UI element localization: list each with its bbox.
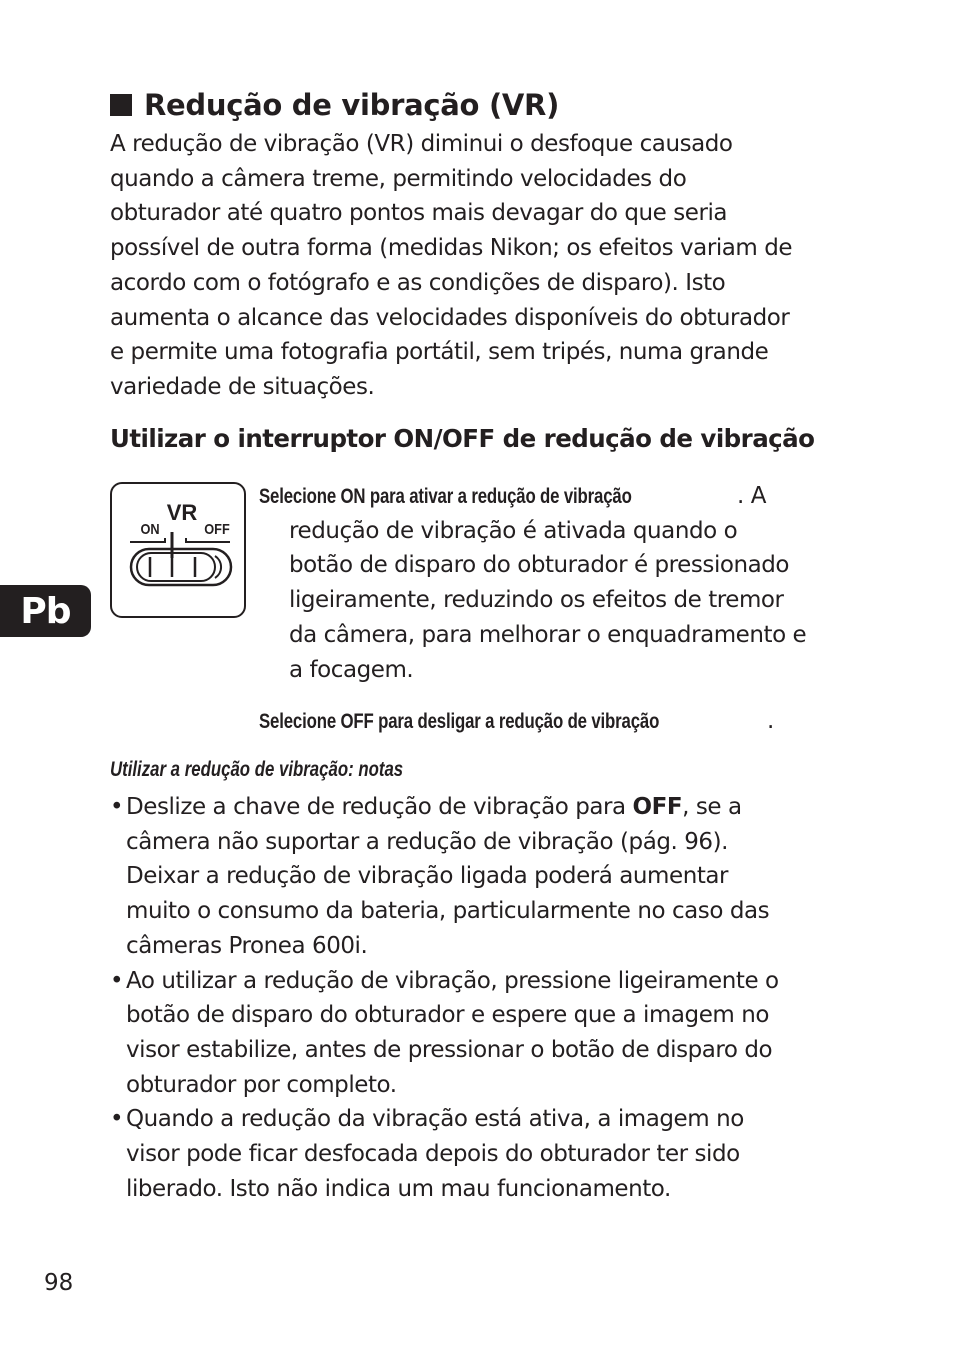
intro-paragraph xyxy=(110,127,870,405)
bullet-mark: • xyxy=(110,967,124,994)
note-line: botão de disparo do obturador e espere que a imagem no xyxy=(126,1002,769,1029)
note-line: Quando a redução da vibração está ativa, a imagem no xyxy=(126,1106,744,1133)
list-item xyxy=(110,790,870,964)
note-line: obturador por completo. xyxy=(126,1071,397,1098)
note-line xyxy=(126,790,870,825)
step-on-description xyxy=(259,514,879,688)
note-line: muito o consumo da bateria, particularmente no caso das xyxy=(126,898,770,925)
note-text: Deslize a chave de redução de vibração para xyxy=(126,794,633,820)
note-bold-text: OFF xyxy=(632,794,683,820)
intro-line: variedade de situações. xyxy=(110,373,375,400)
note-line: visor pode ficar desfocada depois do obturador ter sido xyxy=(126,1141,740,1168)
intro-line: acordo com o fotógrafo e as condições de disparo). Isto xyxy=(110,269,726,296)
step-on xyxy=(259,479,879,687)
notes-title: Utilizar a redução de vibração: notas xyxy=(110,758,404,781)
section-title-text: Redução de vibração (VR) xyxy=(144,88,560,122)
page-number: 98 xyxy=(44,1270,74,1296)
list-item xyxy=(110,964,870,1103)
off-label: OFF xyxy=(204,519,230,538)
step-on-line: ligeiramente, reduzindo os efeitos de tremor xyxy=(289,587,784,614)
bullet-mark: • xyxy=(110,1106,124,1133)
vr-switch-icon xyxy=(112,484,244,616)
step-on-after-lead: . A xyxy=(737,483,767,509)
step-off xyxy=(259,704,774,740)
bullet-mark: • xyxy=(110,794,124,820)
on-label: ON xyxy=(140,519,160,538)
note-line: câmera não suportar a redução de vibração (pág. 96). xyxy=(126,828,728,855)
step-off-lead: Selecione OFF para desligar a redução de vibração xyxy=(259,710,660,733)
intro-line: obturador até quatro pontos mais devagar do que seria xyxy=(110,200,728,227)
step-on-line: botão de disparo do obturador é pressionado xyxy=(289,552,790,579)
intro-line: aumenta o alcance das velocidades disponíveis do obturador xyxy=(110,304,790,331)
note-text: , se a xyxy=(682,794,742,820)
intro-line: possível de outra forma (medidas Nikon; os efeitos variam de xyxy=(110,235,793,262)
note-line: Deixar a redução de vibração ligada poderá aumentar xyxy=(126,863,729,890)
section-title xyxy=(110,88,559,122)
intro-line: A redução de vibração (VR) diminui o desfoque causado xyxy=(110,131,733,157)
step-on-line: redução de vibração é ativada quando o xyxy=(289,517,738,544)
step-on-line: da câmera, para melhorar o enquadramento e xyxy=(289,621,807,648)
step-on-line: a focagem. xyxy=(289,656,414,683)
square-bullet-icon xyxy=(110,94,132,116)
step-on-lead: Selecione ON para ativar a redução de vibração xyxy=(259,485,632,508)
step-off-after-lead: . xyxy=(767,708,774,734)
intro-line: e permite uma fotografia portátil, sem tripés, numa grande xyxy=(110,339,769,366)
subsection-title: Utilizar o interruptor ON/OFF de redução de vibração xyxy=(110,424,815,453)
intro-line: quando a câmera treme, permitindo velocidades do xyxy=(110,165,687,192)
vr-switch-illustration xyxy=(110,482,246,618)
note-line: câmeras Pronea 600i. xyxy=(126,932,368,959)
step-on-first-line xyxy=(259,479,879,514)
language-tab: Pb xyxy=(0,585,91,637)
list-item xyxy=(110,1102,870,1206)
notes-list xyxy=(110,790,870,1206)
vr-label: VR xyxy=(166,500,198,525)
note-line: liberado. Isto não indica um mau funcionamento. xyxy=(126,1175,671,1202)
note-line: Ao utilizar a redução de vibração, pressione ligeiramente o xyxy=(126,967,779,994)
note-line: visor estabilize, antes de pressionar o botão de disparo do xyxy=(126,1036,773,1063)
